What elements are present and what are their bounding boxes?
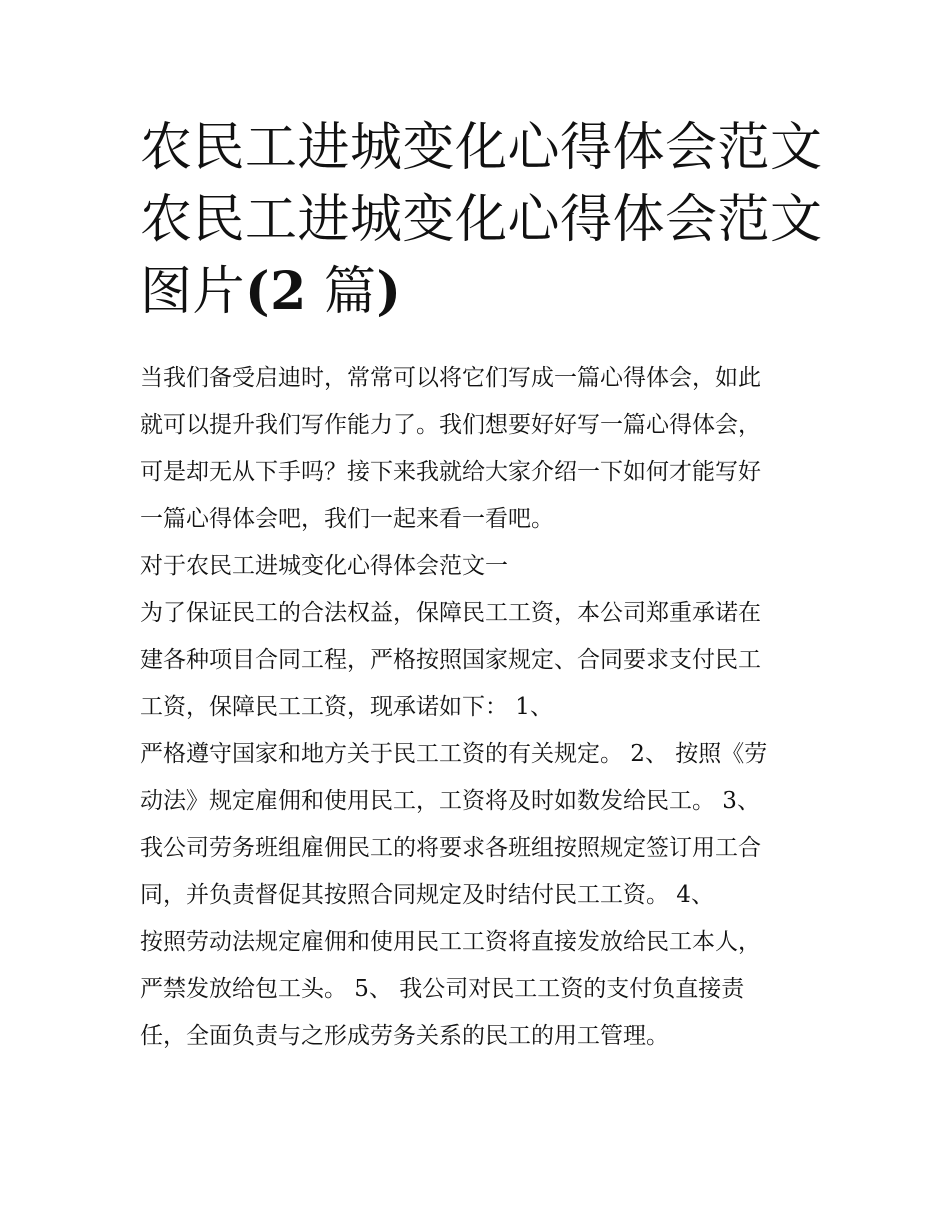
title-count-unit: 篇: [306, 262, 377, 322]
intro-line: 一篇心得体会吧，我们一起来看一看吧。: [140, 506, 554, 532]
document-body: [140, 355, 820, 1060]
title-line-3: [140, 256, 840, 328]
section-heading: 对于农民工进城变化心得体会范文一: [140, 553, 508, 579]
section-body-line: 动法》规定雇佣和使用民工，工资将及时如数发给民工。 3、: [140, 788, 760, 814]
document-title: [140, 112, 840, 328]
section-body-line: 按照劳动法规定雇佣和使用民工工资将直接发放给民工本人，: [140, 929, 761, 955]
title-line-2: 农民工进城变化心得体会范文: [140, 190, 823, 250]
title-count-close: ): [376, 261, 402, 322]
intro-line: 可是却无从下手吗？接下来我就给大家介绍一下如何才能写好: [140, 459, 761, 485]
section-body-line: 为了保证民工的合法权益，保障民工工资，本公司郑重承诺在: [140, 600, 761, 626]
section-body-line: 任，全面负责与之形成劳务关系的民工的用工管理。: [140, 1023, 669, 1049]
section-body-line: 工资，保障民工工资，现承诺如下： 1、: [140, 694, 553, 720]
title-count-open: (2: [245, 261, 307, 322]
section-body-line: 严格遵守国家和地方关于民工工资的有关规定。 2、 按照《劳: [140, 741, 768, 767]
title-line-1: 农民工进城变化心得体会范文: [140, 118, 823, 178]
section-body-line: 我公司劳务班组雇佣民工的将要求各班组按照规定签订用工合: [140, 835, 761, 861]
section-body-line: 建各种项目合同工程，严格按照国家规定、合同要求支付民工: [140, 647, 761, 673]
section-body-line: 严禁发放给包工头。 5、 我公司对民工工资的支付负直接责: [140, 976, 745, 1002]
title-line-3-prefix: 图片: [140, 262, 246, 322]
intro-line: 就可以提升我们写作能力了。我们想要好好写一篇心得体会，: [140, 412, 761, 438]
section-body-line: 同，并负责督促其按照合同规定及时结付民工工资。 4、: [140, 882, 714, 908]
intro-line: 当我们备受启迪时，常常可以将它们写成一篇心得体会，如此: [140, 365, 761, 391]
